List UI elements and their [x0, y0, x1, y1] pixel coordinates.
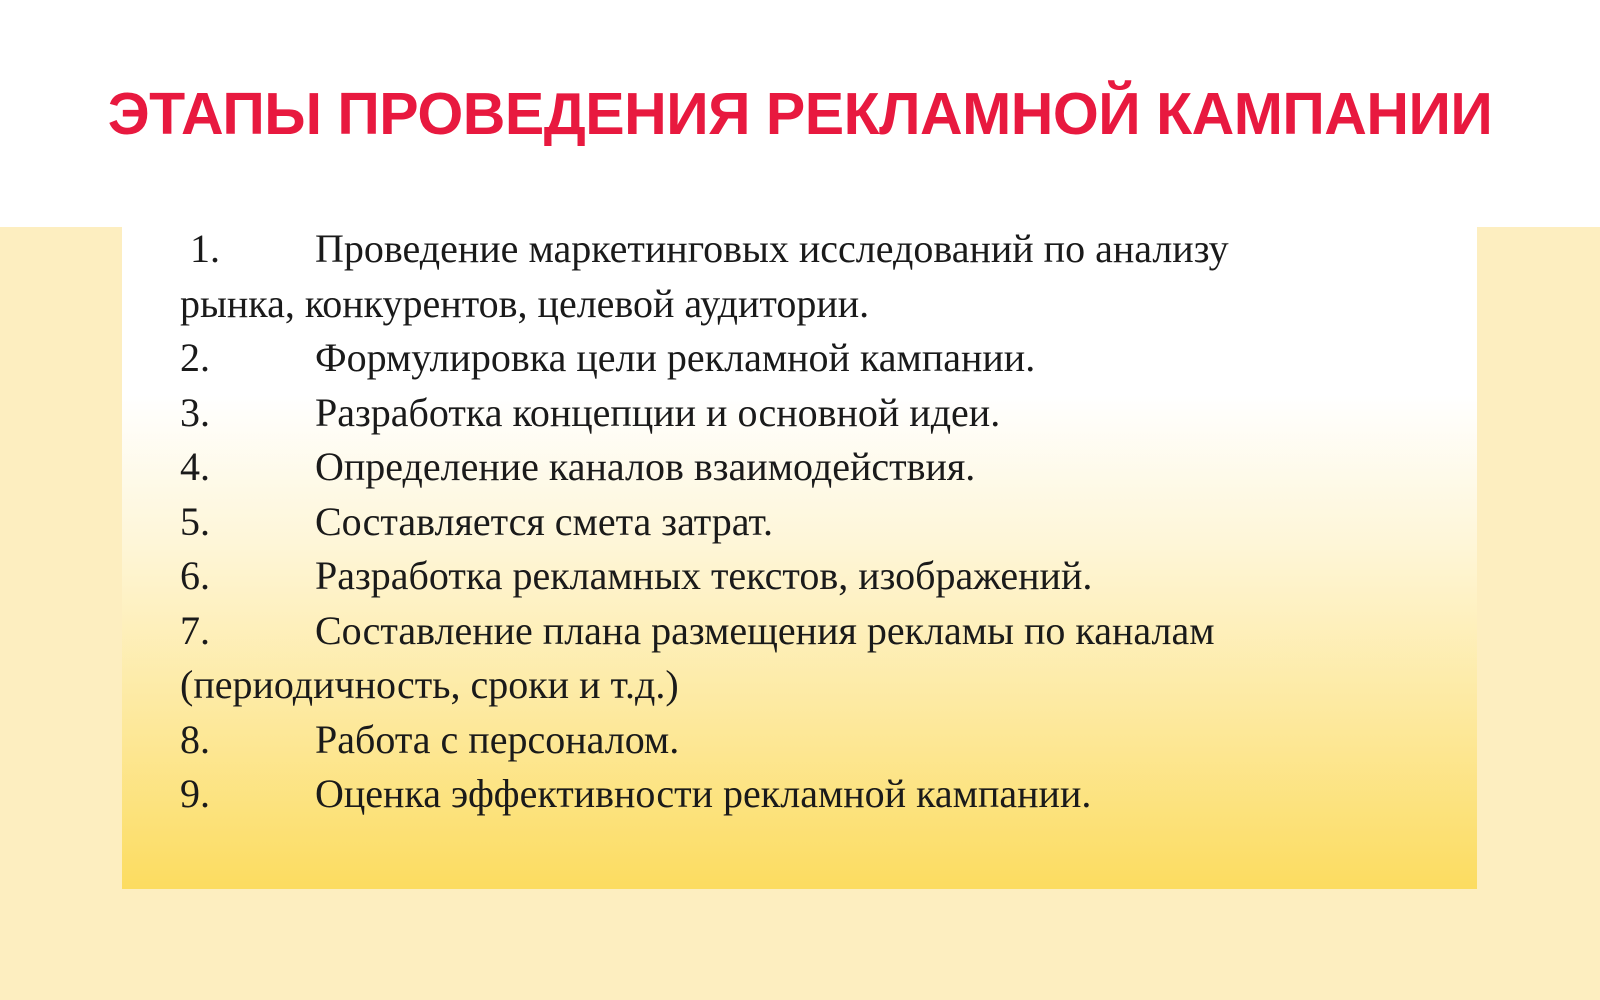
page-title: ЭТАПЫ ПРОВЕДЕНИЯ РЕКЛАМНОЙ КАМПАНИИ	[107, 81, 1493, 147]
step-text: Работа с персоналом.	[315, 716, 680, 762]
step-text: Оценка эффективности рекламной кампании.	[315, 771, 1092, 816]
step-text: Разработка концепции и основной идеи.	[315, 389, 1001, 435]
step-number: 1.	[190, 226, 220, 271]
step-item-2	[180, 331, 1440, 386]
step-item-1	[180, 222, 1440, 331]
step-item-5	[180, 495, 1440, 550]
step-number: 4.	[180, 444, 210, 489]
step-text: Формулировка цели рекламной кампании.	[315, 335, 1036, 380]
step-text: Составление плана размещения рекламы по каналам	[315, 607, 1215, 653]
step-number: 7.	[180, 607, 210, 653]
step-number: 2.	[180, 335, 210, 380]
step-item-8	[180, 713, 1440, 768]
step-number: 6.	[180, 553, 210, 598]
step-text: Определение каналов взаимодействия.	[315, 444, 976, 489]
step-number: 5.	[180, 498, 210, 544]
step-number: 3.	[180, 389, 210, 435]
step-text-continuation: (периодичность, сроки и т.д.)	[180, 662, 679, 707]
step-number: 9.	[180, 771, 210, 816]
steps-panel	[122, 222, 1477, 889]
step-item-7	[180, 604, 1440, 713]
step-item-9	[180, 767, 1440, 822]
steps-list	[180, 222, 1440, 822]
step-text: Разработка рекламных текстов, изображений.	[315, 553, 1093, 598]
step-item-6	[180, 549, 1440, 604]
step-item-4	[180, 440, 1440, 495]
step-number: 8.	[180, 716, 210, 762]
step-text: Проведение маркетинговых исследований по анализу	[315, 226, 1229, 271]
step-text: Составляется смета затрат.	[315, 498, 773, 544]
step-text-continuation: рынка, конкурентов, целевой аудитории.	[180, 280, 870, 326]
step-item-3	[180, 386, 1440, 441]
